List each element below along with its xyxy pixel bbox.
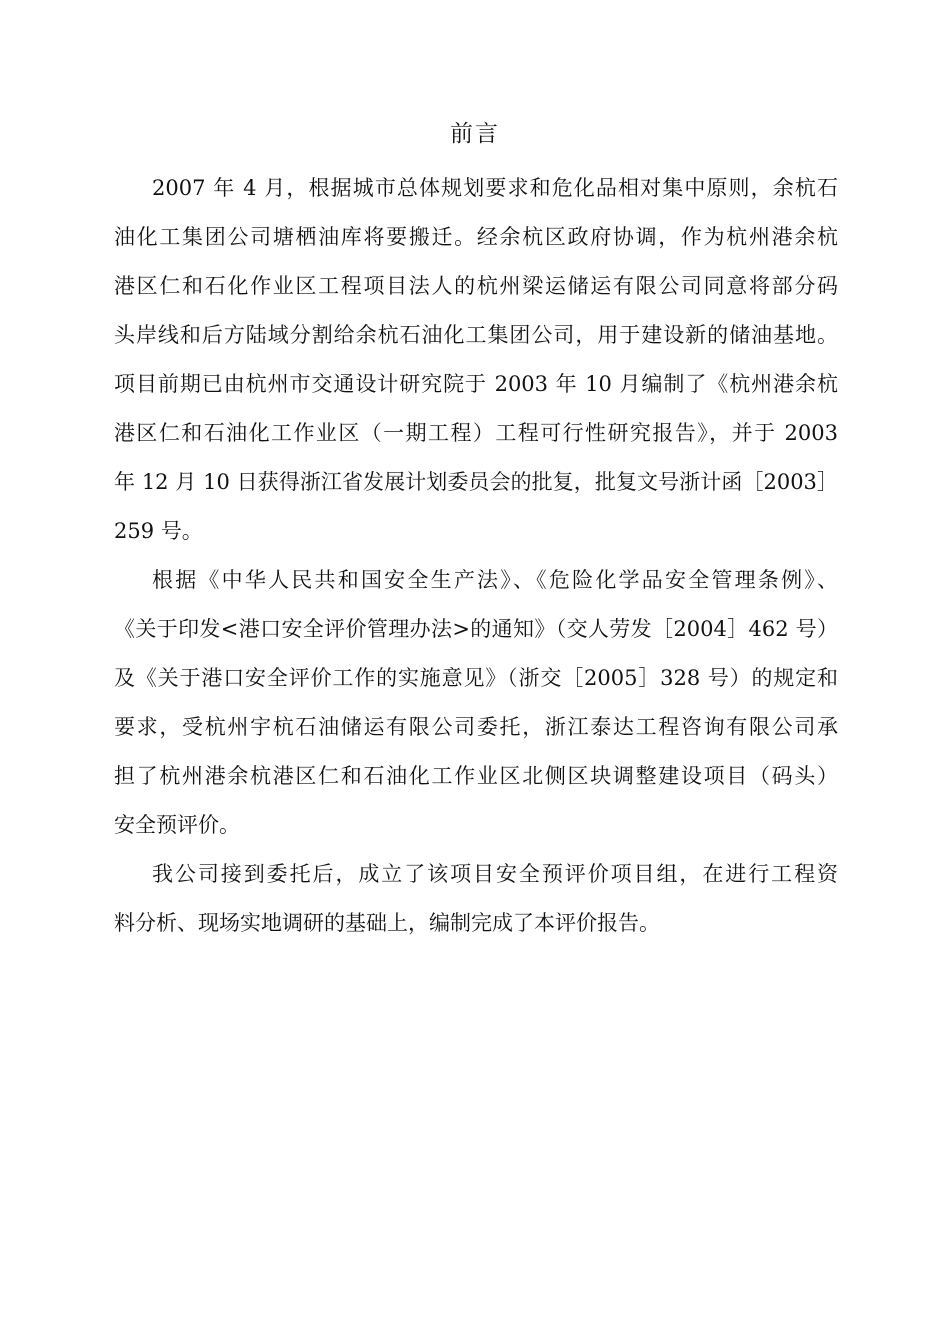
paragraph-line: 259 号。 — [114, 519, 203, 543]
page-title: 前言 — [450, 121, 500, 147]
paragraph-line: 及《关于港口安全评价工作的实施意见》（浙交［2005］328 号）的规定和 — [114, 666, 838, 690]
paragraph-line: 港区仁和石油化工作业区（一期工程）工程可行性研究报告》，并于 2003 — [114, 421, 838, 445]
paragraph-line: 料分析、现场实地调研的基础上，编制完成了本评价报告。 — [114, 911, 660, 935]
paragraph-line: 头岸线和后方陆域分割给余杭石油化工集团公司，用于建设新的储油基地。 — [114, 323, 838, 347]
paragraph-line: 担了杭州港余杭港区仁和石油化工作业区北侧区块调整建设项目（码头） — [114, 764, 838, 788]
paragraph-1 — [114, 164, 838, 556]
paragraph-3 — [114, 850, 838, 948]
document-body — [114, 164, 838, 948]
paragraph-line: 《关于印发<港口安全评价管理办法>的通知》（交人劳发［2004］462 号） — [114, 617, 838, 641]
paragraph-line: 港区仁和石化作业区工程项目法人的杭州梁运储运有限公司同意将部分码 — [114, 274, 838, 298]
paragraph-line: 根据《中华人民共和国安全生产法》、《危险化学品安全管理条例》、 — [152, 568, 838, 592]
paragraph-line: 项目前期已由杭州市交通设计研究院于 2003 年 10 月编制了《杭州港余杭 — [114, 372, 838, 396]
paragraph-line: 我公司接到委托后，成立了该项目安全预评价项目组，在进行工程资 — [152, 862, 838, 886]
paragraph-line: 油化工集团公司塘栖油库将要搬迁。经余杭区政府协调，作为杭州港余杭 — [114, 225, 838, 249]
paragraph-line: 年 12 月 10 日获得浙江省发展计划委员会的批复，批复文号浙计函［2003］ — [114, 470, 838, 494]
paragraph-line: 安全预评价。 — [114, 813, 240, 837]
paragraph-line: 要求，受杭州宇杭石油储运有限公司委托，浙江泰达工程咨询有限公司承 — [114, 715, 838, 739]
paragraph-line: 2007 年 4 月，根据城市总体规划要求和危化品相对集中原则，余杭石 — [152, 176, 838, 200]
paragraph-2 — [114, 556, 838, 850]
